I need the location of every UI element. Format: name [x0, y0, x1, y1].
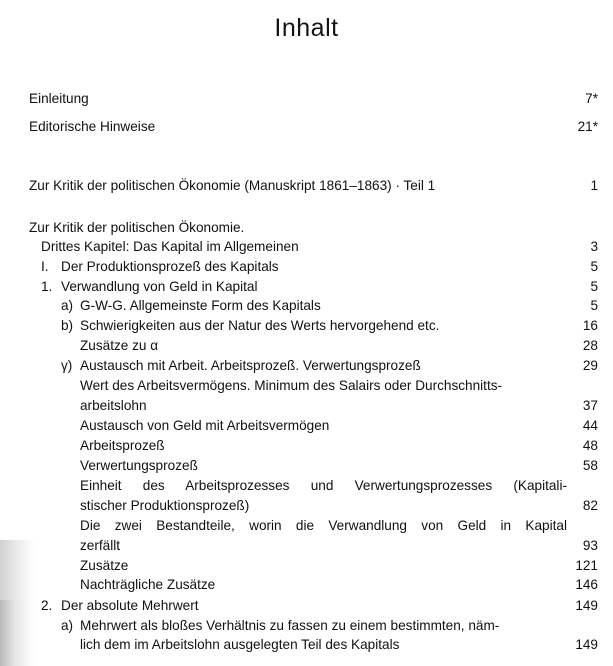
toc-entry-wert-line2[interactable]	[0, 396, 613, 416]
toc-entry-page: 146	[575, 577, 598, 592]
toc-entry-page: 121	[575, 558, 598, 573]
toc-entry-label: Austausch mit Arbeit. Arbeitsprozeß. Verwertungsprozeß	[80, 358, 421, 373]
toc-entry-label: Zusätze	[80, 558, 129, 573]
toc-entry-label: stischer Produktionsprozeß)	[80, 498, 250, 513]
toc-entry-marker: 2.	[41, 598, 53, 613]
toc-entry-arbeitsprozess[interactable]	[0, 436, 613, 456]
toc-entry-page: 44	[582, 418, 598, 433]
toc-entry-label: arbeitslohn	[80, 398, 147, 413]
toc-entry-page: 5	[590, 259, 598, 274]
toc-entry-bestandteile-line2[interactable]	[0, 536, 613, 556]
toc-entry-page: 37	[582, 398, 598, 413]
toc-entry-wert-line1[interactable]	[0, 376, 613, 396]
toc-entry-label: Der absolute Mehrwert	[61, 598, 199, 613]
toc-entry-label: lich dem im Arbeitslohn ausgelegten Teil des Kapitals	[80, 637, 400, 652]
toc-entry-item-2a-line2[interactable]	[0, 635, 613, 655]
toc-entry-page: 29	[582, 358, 598, 373]
toc-entry-einheit-line1[interactable]	[0, 476, 613, 496]
toc-entry-label: Der Produktionsprozeß des Kapitals	[61, 259, 279, 274]
toc-entry-label: Zusätze zu α	[80, 338, 159, 353]
page-title: Inhalt	[274, 14, 339, 42]
toc-entry-label: Editorische Hinweise	[29, 119, 156, 134]
toc-entry-sub-1[interactable]	[0, 277, 613, 297]
toc-entry-page: 21*	[577, 119, 598, 134]
toc-heading-label: Zur Kritik der politischen Ökonomie.	[29, 220, 245, 235]
toc-entry-nachtraegliche-zusaetze[interactable]	[0, 575, 613, 595]
toc-entry-bestandteile-line1[interactable]	[0, 516, 613, 536]
toc-entry-item-2a-line1[interactable]	[0, 616, 613, 636]
toc-entry-label: Verwandlung von Geld in Kapital	[61, 279, 258, 294]
toc-entry-label: Schwierigkeiten aus der Natur des Werts hervorgehend etc.	[80, 318, 440, 333]
toc-entry-marker: 1.	[41, 279, 53, 294]
toc-entry-label: Verwertungsprozeß	[80, 458, 198, 473]
toc-entry-zusaetze-alpha[interactable]	[0, 336, 613, 356]
toc-entry-zusaetze[interactable]	[0, 556, 613, 576]
toc-entry-part[interactable]	[0, 176, 613, 196]
toc-entry-page: 28	[582, 338, 598, 353]
toc-entry-page: 82	[582, 498, 598, 513]
toc-entry-page: 58	[582, 458, 598, 473]
toc-entry-chapter[interactable]	[0, 237, 613, 257]
toc-entry-marker: a)	[61, 298, 74, 313]
toc-entry-label: Einheit des Arbeitsprozesses und Verwertungsprozesses (Kapitali-	[80, 478, 567, 493]
toc-entry-label: Austausch von Geld mit Arbeitsvermögen	[80, 418, 330, 433]
toc-entry-label: Nachträgliche Zusätze	[80, 577, 216, 592]
toc-entry-verwertungsprozess[interactable]	[0, 456, 613, 476]
toc-entry-page: 5	[590, 279, 598, 294]
toc-entry-label: Arbeitsprozeß	[80, 438, 165, 453]
toc-entry-label: Mehrwert als bloßes Verhältnis zu fassen zu einem bestimmten, näm-	[80, 618, 500, 633]
toc-heading	[0, 218, 613, 238]
toc-entry-label: Zur Kritik der politischen Ökonomie (Manuskript 1861–1863) · Teil 1	[29, 178, 436, 193]
toc-entry-label: G-W-G. Allgemeinste Form des Kapitals	[80, 298, 321, 313]
toc-entry-page: 1	[590, 178, 598, 193]
toc-entry-label: Wert des Arbeitsvermögens. Minimum des Salairs oder Durchschnitts-	[80, 378, 503, 393]
toc-entry-page: 16	[582, 318, 598, 333]
toc-entry-editorische-hinweise[interactable]	[0, 117, 613, 137]
toc-entry-page: 5	[590, 298, 598, 313]
toc-entry-item-gamma[interactable]	[0, 356, 613, 376]
toc-entry-einheit-line2[interactable]	[0, 496, 613, 516]
toc-entry-item-a[interactable]	[0, 296, 613, 316]
toc-entry-page: 149	[575, 637, 598, 652]
toc-entry-marker: I.	[41, 259, 49, 274]
toc-entry-page: 93	[582, 538, 598, 553]
toc-entry-label: zerfällt	[80, 538, 121, 553]
toc-entry-marker: a)	[61, 618, 74, 633]
toc-entry-label: Drittes Kapitel: Das Kapital im Allgemeinen	[41, 239, 299, 254]
toc-entry-page: 149	[575, 598, 598, 613]
toc-entry-page: 48	[582, 438, 598, 453]
toc-entry-section-I[interactable]	[0, 257, 613, 277]
toc-entry-marker: b)	[61, 318, 74, 333]
toc-entry-label: Einleitung	[29, 91, 89, 106]
toc-entry-label: Die zwei Bestandteile, worin die Verwandlung von Geld in Kapital	[80, 518, 567, 533]
toc-entry-page: 7*	[585, 91, 598, 106]
toc-entry-marker: γ)	[61, 358, 73, 373]
toc-entry-item-b[interactable]	[0, 316, 613, 336]
toc-entry-austausch[interactable]	[0, 416, 613, 436]
toc-entry-sub-2[interactable]	[0, 596, 613, 616]
toc-entry-einleitung[interactable]	[0, 89, 613, 109]
toc-entry-page: 3	[590, 239, 598, 254]
